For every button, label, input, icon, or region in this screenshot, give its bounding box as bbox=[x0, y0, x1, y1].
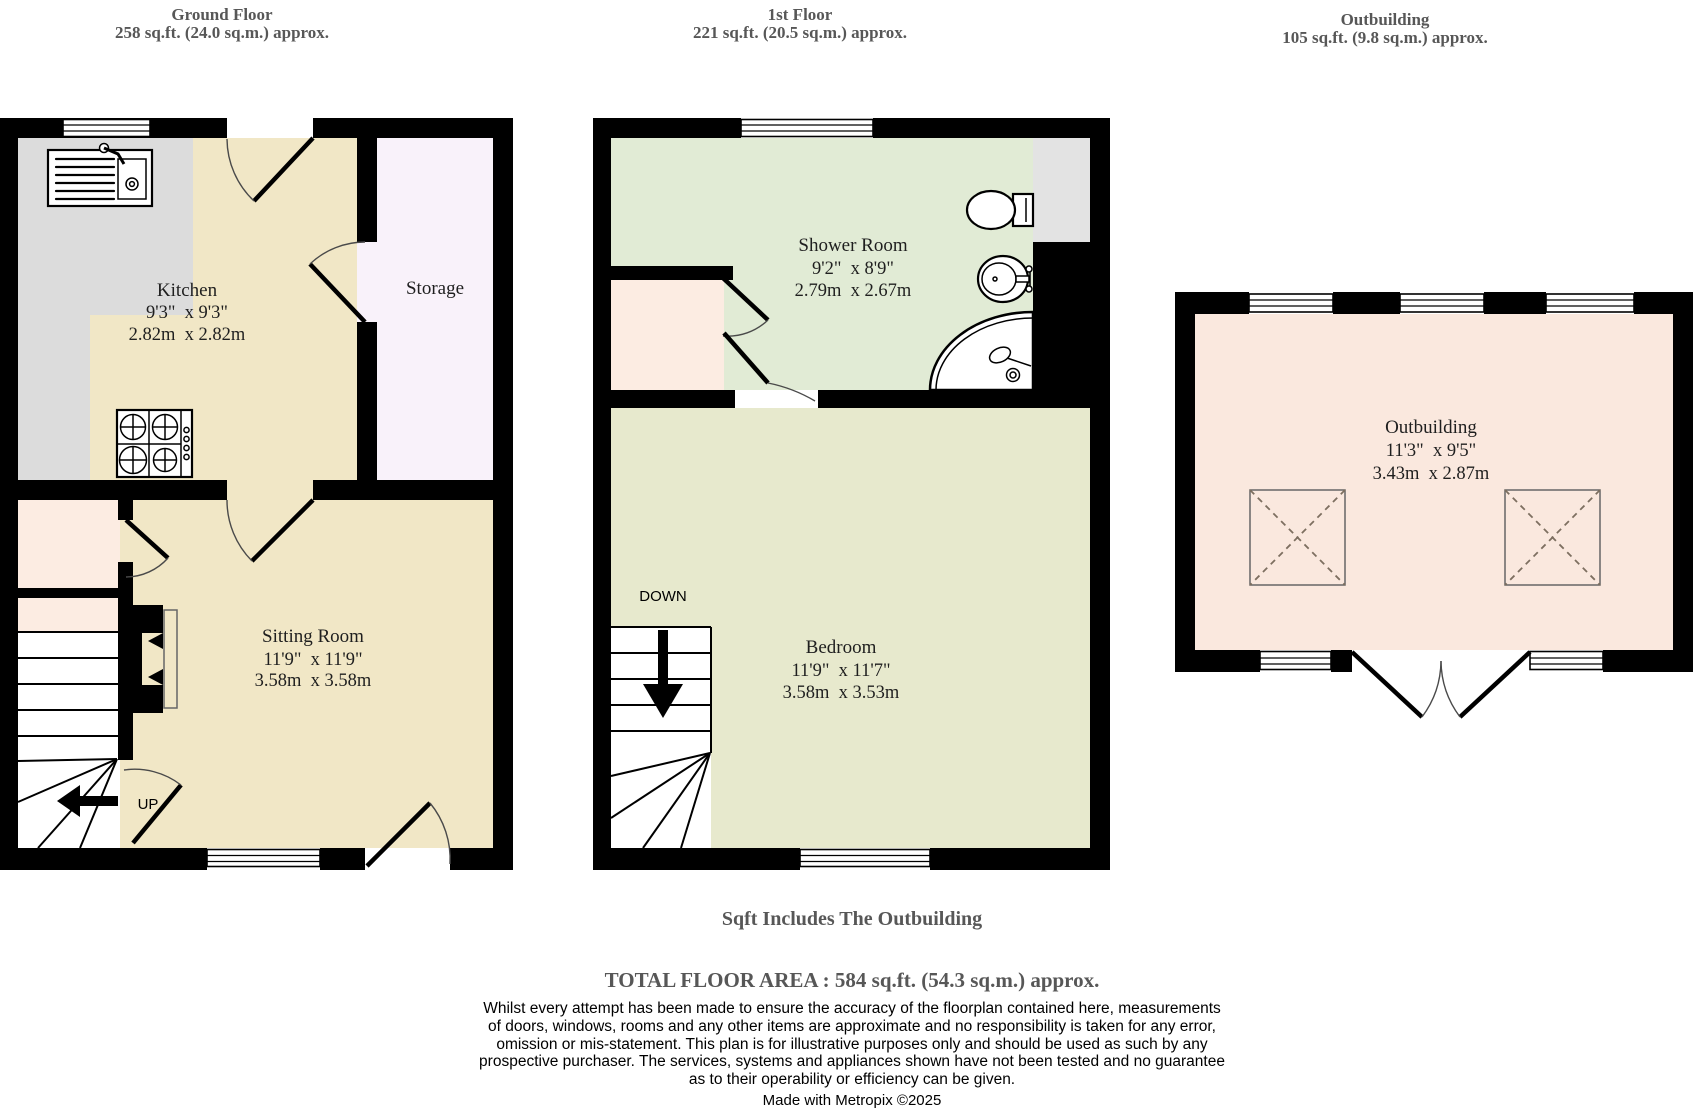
first-floor-area: 221 sq.ft. (20.5 sq.m.) approx. bbox=[692, 23, 908, 42]
total-floor-area: TOTAL FLOOR AREA : 584 sq.ft. (54.3 sq.m.) approx. bbox=[604, 968, 1100, 992]
outb-window-top-1 bbox=[1249, 294, 1333, 312]
outbuilding-area: 105 sq.ft. (9.8 sq.m.) approx. bbox=[1282, 28, 1488, 47]
disclaimer bbox=[479, 1000, 1225, 1089]
metropix-credit: Made with Metropix ©2025 bbox=[762, 1092, 942, 1109]
shower-room-dim-imperial: 9'2" x 8'9" bbox=[812, 259, 894, 279]
outbuilding-plan bbox=[1175, 292, 1693, 732]
outbuilding-title: Outbuilding bbox=[1340, 10, 1430, 29]
eaves-recess bbox=[1033, 138, 1090, 242]
outbuilding-dim-imperial: 11'3" x 9'5" bbox=[1385, 441, 1477, 461]
bedroom-dim-imperial: 11'9" x 11'7" bbox=[791, 661, 891, 681]
kitchen-sink bbox=[48, 144, 152, 207]
kitchen-window bbox=[63, 120, 150, 137]
shower-room-window bbox=[741, 120, 873, 137]
chimney-mass bbox=[1033, 242, 1090, 390]
disclaimer-line: as to their operability or efficiency can be given. bbox=[688, 1071, 1016, 1089]
ground-floor-title: Ground Floor bbox=[171, 5, 273, 24]
hall-floor bbox=[18, 480, 120, 632]
sitting-room-dim-metric: 3.58m x 3.58m bbox=[254, 671, 372, 691]
kitchen-label: Kitchen bbox=[156, 280, 218, 301]
kitchen-counter-strip bbox=[18, 315, 90, 480]
outb-window-top-2 bbox=[1400, 294, 1484, 312]
french-doors bbox=[1352, 652, 1530, 717]
bedroom-label: Bedroom bbox=[805, 637, 877, 658]
sitting-room-dim-imperial: 11'9" x 11'9" bbox=[263, 650, 363, 670]
ground-floor-header bbox=[115, 6, 329, 42]
disclaimer-line: Whilst every attempt has been made to ensure the accuracy of the floorplan contained here, measurements bbox=[483, 1000, 1221, 1017]
outb-window-top-3 bbox=[1546, 294, 1634, 312]
first-floor-plan bbox=[593, 118, 1110, 870]
sitting-room-window bbox=[207, 850, 320, 867]
sqft-note: Sqft Includes The Outbuilding bbox=[721, 908, 983, 930]
stairs-up-label: UP bbox=[137, 796, 159, 813]
bedroom-dim-metric: 3.58m x 3.53m bbox=[782, 683, 900, 703]
storage-floor bbox=[357, 138, 493, 480]
outbuilding-room-label: Outbuilding bbox=[1385, 417, 1477, 438]
hob bbox=[117, 410, 192, 477]
outb-window-bottom-2 bbox=[1530, 652, 1603, 670]
kitchen-dim-imperial: 9'3" x 9'3" bbox=[146, 303, 228, 323]
outb-window-bottom-1 bbox=[1260, 652, 1331, 670]
ground-floor-plan bbox=[0, 118, 513, 870]
stairs-down-label: DOWN bbox=[639, 588, 687, 605]
toilet bbox=[967, 191, 1033, 229]
ground-floor-area: 258 sq.ft. (24.0 sq.m.) approx. bbox=[114, 23, 330, 42]
landing-floor bbox=[611, 280, 724, 390]
kitchen-dim-metric: 2.82m x 2.82m bbox=[128, 325, 246, 345]
disclaimer-line: omission or mis-statement. This plan is for illustrative purposes only and should be used as such by any bbox=[496, 1035, 1208, 1053]
bedroom-window bbox=[800, 850, 930, 867]
shower-room-label: Shower Room bbox=[798, 235, 908, 256]
storage-label: Storage bbox=[405, 278, 465, 299]
disclaimer-line: prospective purchaser. The services, systems and appliances shown have not been tested and no guarantee bbox=[479, 1053, 1225, 1071]
outbuilding-dim-metric: 3.43m x 2.87m bbox=[1372, 464, 1490, 484]
first-floor-header bbox=[693, 6, 907, 42]
sitting-room-label: Sitting Room bbox=[262, 626, 364, 647]
disclaimer-line: of doors, windows, rooms and any other items are approximate and no responsibility is taken for any error, bbox=[487, 1017, 1216, 1035]
first-floor-title: 1st Floor bbox=[767, 5, 833, 24]
shower-room-dim-metric: 2.79m x 2.67m bbox=[794, 281, 912, 301]
outbuilding-header bbox=[1282, 11, 1488, 47]
